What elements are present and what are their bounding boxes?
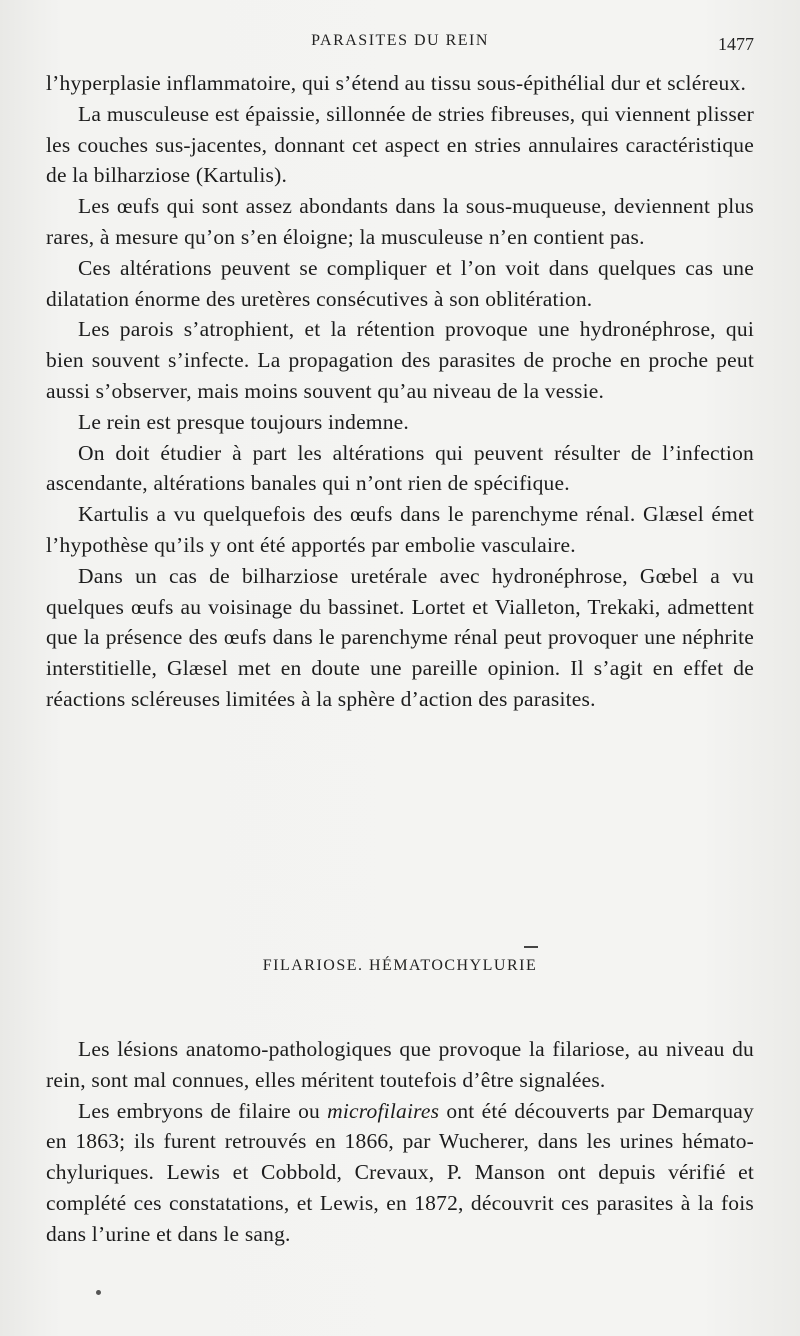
body-text-lower [46,1034,754,1250]
italic-term: microfilaires [327,1098,440,1123]
body-text-upper [46,68,754,715]
paragraph: l’hyperplasie inflammatoire, qui s’étend au tissu sous-épithélial dur et scléreux. [46,71,747,95]
paragraph: Les parois s’atrophient, et la rétention provoque une hydronéphrose, qui bien souvent s’infecte. La propagation des parasites de proche en proche peut aussi s’observer, mais moins souvent qu’au niveau de la vessie. [46,317,754,403]
page-number: 1477 [718,34,754,54]
ink-speck [96,1290,101,1295]
running-head: PARASITES DU REIN [311,32,489,49]
paragraph: Ces altérations peuvent se compliquer et l’on voit dans quelques cas une dilatation énorme des uretères consécutives à son oblitération. [46,255,754,311]
paragraph-text: Les embryons de filaire ou [78,1098,328,1123]
paragraph: La musculeuse est épaissie, sillonnée de stries fibreuses, qui viennent plisser les couches sus-jacentes, donnant cet aspect en stries annulaires caractéristique de la bilharziose (Kartulis). [46,101,754,188]
page-header [46,32,754,56]
paragraph-text: ont été découverts par Demarquay en 1863; ils furent retrouvés en 1866, par Wucherer, dans les urines hémato-chyluriques. Lewis et Cobbold, Crevaux, P. Manson ont depuis vérifié et complété ces constatations, et Lewis, en 1872, découvrit ces parasites à la fois dans l’urine et dans le sang. [46,1098,754,1246]
section-divider [524,946,538,948]
section-heading: FILARIOSE. HÉMATOCHYLURIE [262,957,538,974]
paragraph [46,1096,754,1250]
paragraph: Kartulis a vu quelquefois des œufs dans le parenchyme rénal. Glæsel émet l’hypothèse qu’ils y ont été apportés par embolie vasculaire. [46,502,754,557]
paragraph: Le rein est presque toujours indemne. [78,409,410,434]
paragraph: Les œufs qui sont assez abondants dans la sous-muqueuse, deviennent plus rares, à mesure qu’on s’en éloigne; la musculeuse n’en contient pas. [46,194,754,249]
paragraph: Dans un cas de bilharziose uretérale avec hydronéphrose, Gœbel a vu quelques œufs au voisinage du bassinet. Lortet et Vialleton, Trekaki, admettent que la présence des œufs dans le parenchyme rénal peut provoquer une néphrite interstitielle, Glæsel met en doute une pareille opinion. Il s’agit en effet de réactions scléreuses limitées à la sphère d’action des parasites. [46,563,754,711]
paragraph: Les lésions anatomo-pathologiques que provoque la filariose, au niveau du rein, sont mal connues, elles méritent toutefois d’être signalées. [46,1037,754,1092]
paragraph: On doit étudier à part les altérations qui peuvent résulter de l’infection ascendante, altérations banales qui n’ont rien de spécifique. [46,440,754,496]
